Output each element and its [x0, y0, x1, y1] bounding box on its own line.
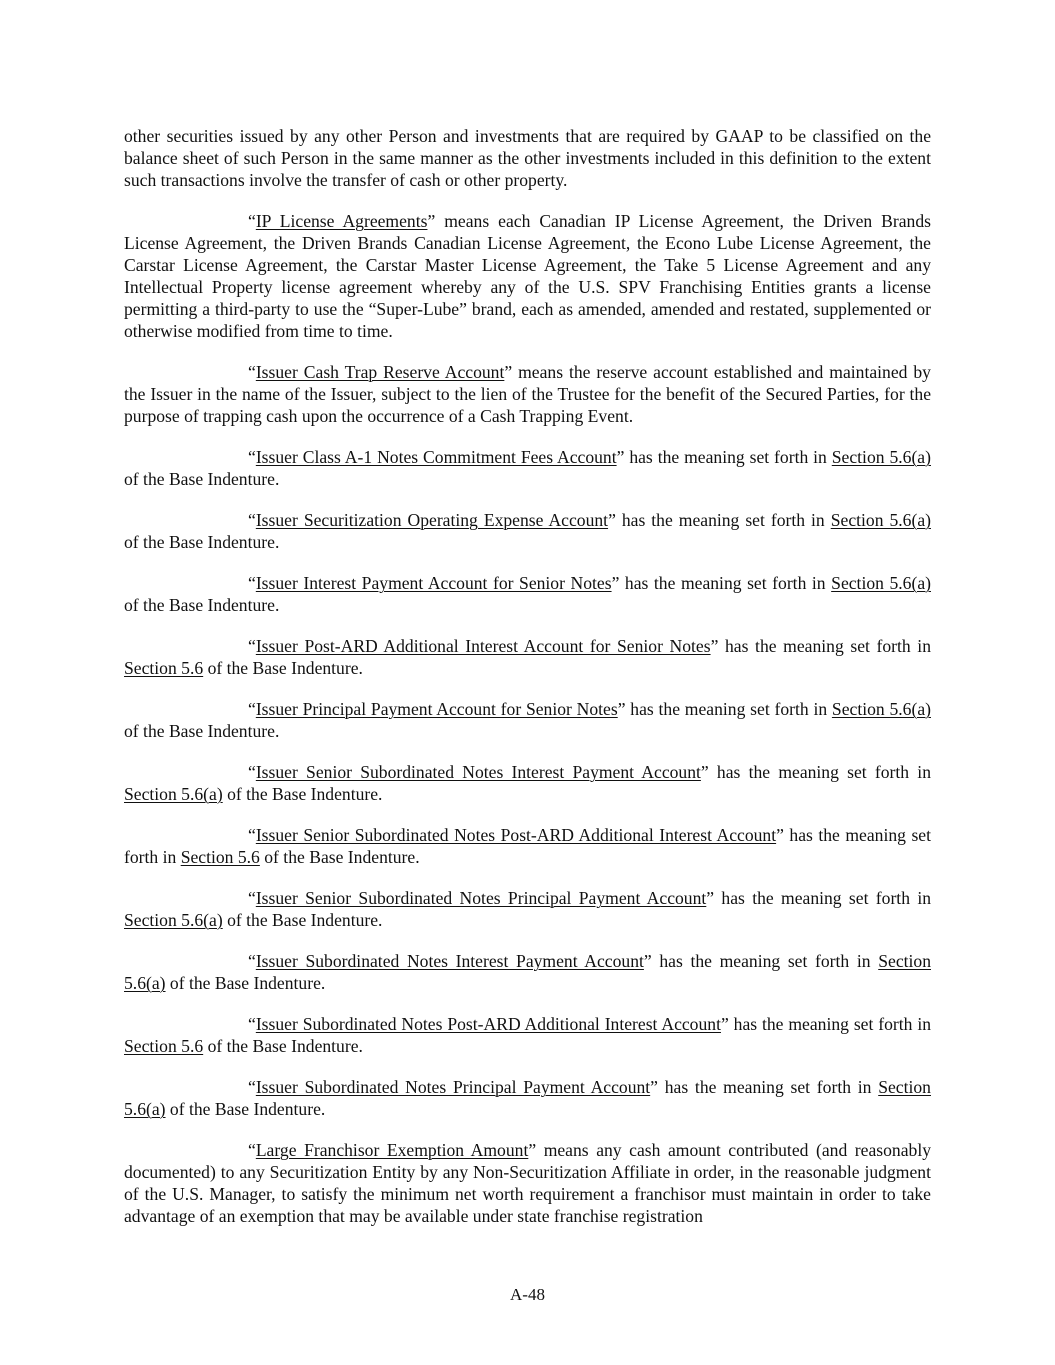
underlined-term: Section 5.6	[180, 847, 260, 867]
definition-paragraph	[124, 824, 931, 868]
paragraph-text: ” has the meaning set forth in	[643, 951, 879, 971]
definition-paragraph	[124, 572, 931, 616]
paragraph-text: ” means any cash amount contributed (and reasonably documented) to any Securitization Entity by any Non-Securitization Affiliate in order, in the reasonable judgment of the U.S. Manager, to satisfy the minimum net worth requirement a franchisor must maintain in order to take advantage of an exemption that may be available under state franchise registration	[124, 1140, 931, 1226]
definition-paragraph	[124, 446, 931, 490]
paragraph-text: ” means the reserve account established and maintained by the Issuer in the name of the Issuer, subject to the lien of the Trustee for the benefit of the Secured Parties, for the purpose of trapping cash upon the occurrence of a Cash Trapping Event.	[124, 362, 931, 426]
definition-paragraph	[124, 1013, 931, 1057]
paragraph-text: “	[248, 573, 256, 593]
paragraph-text: “	[248, 1140, 256, 1160]
paragraph-text: of the Base Indenture.	[222, 784, 383, 804]
underlined-term: Issuer Senior Subordinated Notes Post-ARD Additional Interest Account	[255, 825, 777, 845]
underlined-term: Issuer Senior Subordinated Notes Principal Payment Account	[255, 888, 707, 908]
underlined-term: Section 5.6(a)	[831, 699, 931, 719]
paragraph-text: other securities issued by any other Person and investments that are required by GAAP to be classified on the balance sheet of such Person in the same manner as the other investments included in this definition to the extent such transactions involve the transfer of cash or other property.	[124, 126, 931, 190]
underlined-term: Section 5.6(a)	[124, 1077, 931, 1119]
paragraph-text: “	[248, 211, 256, 231]
definition-paragraph	[124, 887, 931, 931]
underlined-term: Issuer Interest Payment Account for Senior Notes	[255, 573, 612, 593]
paragraph-text: of the Base Indenture.	[203, 658, 363, 678]
paragraph-text: of the Base Indenture.	[124, 469, 280, 489]
underlined-term: Issuer Cash Trap Reserve Account	[255, 362, 505, 382]
definition-paragraph	[124, 210, 931, 342]
underlined-term: Section 5.6(a)	[124, 910, 223, 930]
definition-paragraph	[124, 1076, 931, 1120]
paragraph-text: ” has the meaning set forth in	[611, 573, 832, 593]
paragraph-text: of the Base Indenture.	[222, 910, 383, 930]
underlined-term: Section 5.6	[124, 1036, 204, 1056]
document-body	[124, 125, 931, 1246]
definition-paragraph	[124, 1139, 931, 1227]
underlined-term: Section 5.6(a)	[830, 510, 931, 530]
definition-paragraph	[124, 761, 931, 805]
definition-paragraph	[124, 509, 931, 553]
underlined-term: Issuer Principal Payment Account for Senior Notes	[255, 699, 618, 719]
paragraph-text: ” has the meaning set forth in	[616, 447, 832, 467]
paragraph-text: of the Base Indenture.	[124, 721, 280, 741]
underlined-term: Section 5.6(a)	[831, 447, 931, 467]
paragraph-text: “	[248, 362, 256, 382]
paragraph-text: “	[248, 951, 256, 971]
paragraph-text: ” has the meaning set forth in	[124, 825, 931, 867]
paragraph-text: ” has the meaning set forth in	[650, 1077, 879, 1097]
underlined-term: Issuer Subordinated Notes Interest Payment Account	[255, 951, 644, 971]
paragraph-text: “	[248, 1014, 256, 1034]
paragraph-text: “	[248, 636, 256, 656]
paragraph-text: of the Base Indenture.	[124, 595, 280, 615]
definition-paragraph	[124, 361, 931, 427]
paragraph-text: of the Base Indenture.	[124, 532, 280, 552]
paragraph-text: “	[248, 699, 256, 719]
paragraph-text: “	[248, 825, 256, 845]
underlined-term: Issuer Subordinated Notes Post-ARD Additional Interest Account	[255, 1014, 721, 1034]
paragraph-text: ” has the meaning set forth in	[608, 510, 831, 530]
paragraph-text: “	[248, 510, 256, 530]
paragraph-text: “	[248, 447, 256, 467]
underlined-term: Section 5.6(a)	[124, 951, 931, 993]
paragraph-text: of the Base Indenture.	[259, 847, 420, 867]
paragraph-text: ” has the meaning set forth in	[617, 699, 832, 719]
underlined-term: Issuer Subordinated Notes Principal Payment Account	[255, 1077, 651, 1097]
underlined-term: Issuer Senior Subordinated Notes Interest Payment Account	[255, 762, 701, 782]
underlined-term: Section 5.6(a)	[124, 784, 223, 804]
underlined-term: Section 5.6	[124, 658, 204, 678]
underlined-term: IP License Agreements	[255, 211, 428, 231]
paragraph-text: ” means each Canadian IP License Agreement, the Driven Brands License Agreement, the Driven Brands Canadian License Agreement, the Econo Lube License Agreement, the Carstar License Agreement, the Carstar Master License Agreement, the Take 5 License Agreement and any Intellectual Property license agreement whereby any of the U.S. SPV Franchising Entities grants a license permitting a third-party to use the “Super-Lube” brand, each as amended, amended and restated, supplemented or otherwise modified from time to time.	[124, 211, 931, 341]
underlined-term: Issuer Securitization Operating Expense Account	[255, 510, 609, 530]
paragraph-text: “	[248, 888, 256, 908]
page-number: A-48	[510, 1285, 545, 1304]
paragraph-text: of the Base Indenture.	[165, 1099, 326, 1119]
paragraph-text: of the Base Indenture.	[203, 1036, 363, 1056]
paragraph-text: ” has the meaning set forth in	[706, 888, 931, 908]
paragraph-text: “	[248, 1077, 256, 1097]
underlined-term: Issuer Post-ARD Additional Interest Account for Senior Notes	[255, 636, 711, 656]
paragraph-text: ” has the meaning set forth in	[700, 762, 931, 782]
continued-paragraph	[124, 125, 931, 191]
underlined-term: Section 5.6(a)	[831, 573, 931, 593]
paragraph-text: “	[248, 762, 256, 782]
paragraph-text: ” has the meaning set forth in	[710, 636, 931, 656]
underlined-term: Large Franchisor Exemption Amount	[255, 1140, 529, 1160]
paragraph-text: of the Base Indenture.	[165, 973, 326, 993]
paragraph-text: ” has the meaning set forth in	[720, 1014, 932, 1034]
definition-paragraph	[124, 698, 931, 742]
underlined-term: Issuer Class A-1 Notes Commitment Fees Account	[255, 447, 617, 467]
definition-paragraph	[124, 635, 931, 679]
definition-paragraph	[124, 950, 931, 994]
